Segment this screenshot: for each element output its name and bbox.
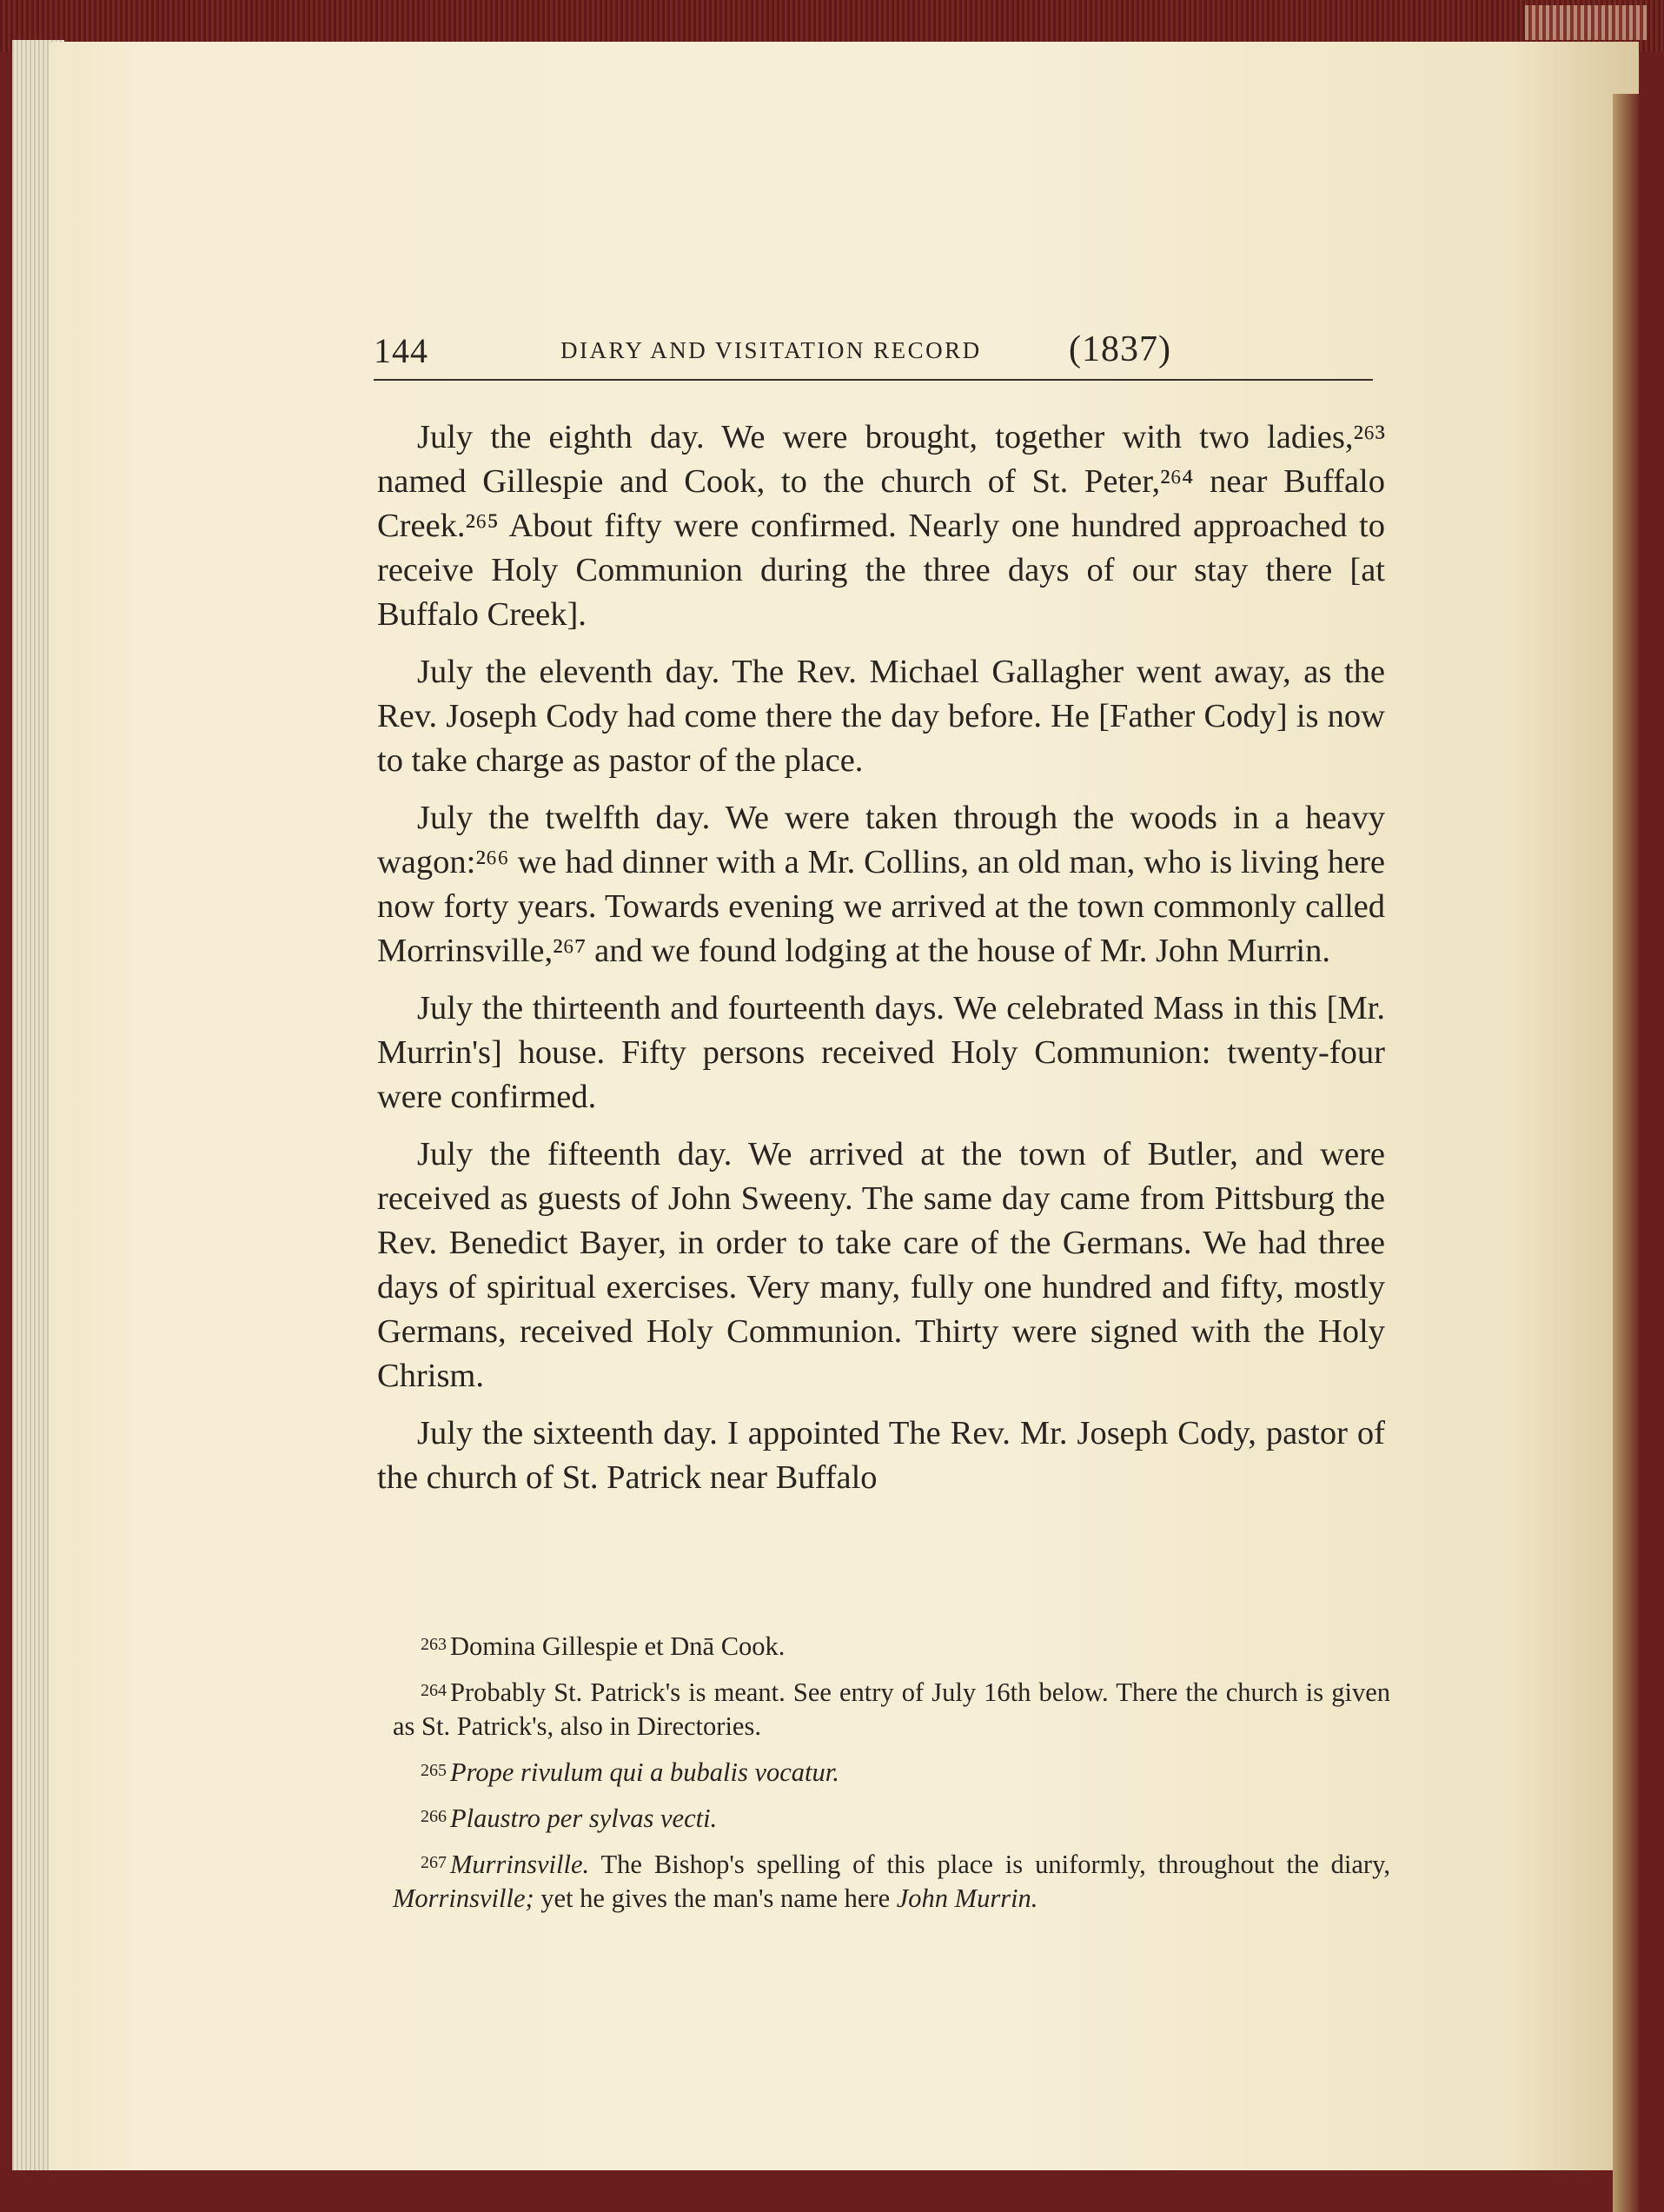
paragraph-july-16: July the sixteenth day. I appointed The Rev. Mr. Joseph Cody, pastor of the church of St. Patrick near Buffalo [377, 1415, 1385, 1496]
paragraph-july-12: July the twelfth day. We were taken through the woods in a heavy wagon:²⁶⁶ we had dinner with a Mr. Collins, an old man, who is living here now forty years. Towards evening we arrived at the town commonly called Morrinsville,²⁶⁷ and we found lodging at the house of Mr. John Murrin. [377, 800, 1385, 969]
header-rule [374, 379, 1373, 381]
footnote-number: 267 [421, 1853, 447, 1872]
footnote-264 [393, 1674, 1390, 1744]
running-head [374, 330, 1373, 379]
footnote-emphasis: John Murrin. [896, 1883, 1038, 1913]
paragraph-july-8: July the eighth day. We were brought, together with two ladies,²⁶³ named Gillespie and Cook, to the church of St. Peter,²⁶⁴ near Buffalo Creek.²⁶⁵ About fifty were confirmed. Nearly one hundred approached to receive Holy Communion during the three days of our stay there [at Buffalo Creek]. [377, 419, 1385, 633]
footnote-text: The Bishop's spelling of this place is uniformly, throughout the diary, [589, 1850, 1390, 1879]
footnote-text: Plaustro per sylvas vecti. [450, 1803, 718, 1833]
footnotes [393, 1628, 1390, 1926]
footnote-lead: Murrinsville. [450, 1850, 590, 1879]
footnote-text: yet he gives the man's name here [534, 1883, 897, 1913]
footnote-265 [393, 1754, 1390, 1790]
footnote-text: Probably St. Patrick's is meant. See entry of July 16th below. There the church is given as St. Patrick's, also in Directories. [393, 1677, 1390, 1741]
running-year: (1837) [1069, 329, 1171, 369]
footnote-267 [393, 1846, 1390, 1916]
footnote-number: 266 [421, 1807, 447, 1826]
paragraph-july-13-14: July the thirteenth and fourteenth days. We celebrated Mass in this [Mr. Murrin's] house. Fifty persons received Holy Communion: twenty-four were confirmed. [377, 990, 1385, 1115]
footnote-number: 263 [421, 1635, 447, 1654]
main-text [377, 415, 1385, 1513]
paragraph-july-15: July the fifteenth day. We arrived at the town of Butler, and were received as guests of John Sweeny. The same day came from Pittsburg the Rev. Benedict Bayer, in order to take care of the Germans. We had three days of spiritual exercises. Very many, fully one hundred and fifty, mostly Germans, received Holy Communion. Thirty were signed with the Holy Chrism. [377, 1136, 1385, 1394]
page-number: 144 [374, 331, 428, 370]
paragraph-july-11: July the eleventh day. The Rev. Michael Gallagher went away, as the Rev. Joseph Cody had come there the day before. He [Father Cody] is now to take charge as pastor of the place. [377, 654, 1385, 779]
footnote-number: 265 [421, 1761, 447, 1780]
footnote-emphasis: Morrinsville; [393, 1883, 534, 1913]
footnote-263 [393, 1628, 1390, 1664]
footnote-text: Domina Gillespie et Dnā Cook. [450, 1631, 786, 1661]
footnote-number: 264 [421, 1681, 447, 1700]
bookmark-ribbon [1525, 5, 1647, 40]
book-binding [1613, 94, 1639, 2212]
footnote-266 [393, 1800, 1390, 1836]
footnote-text: Prope rivulum qui a bubalis vocatur. [450, 1757, 839, 1787]
running-title: DIARY AND VISITATION RECORD [560, 337, 982, 363]
